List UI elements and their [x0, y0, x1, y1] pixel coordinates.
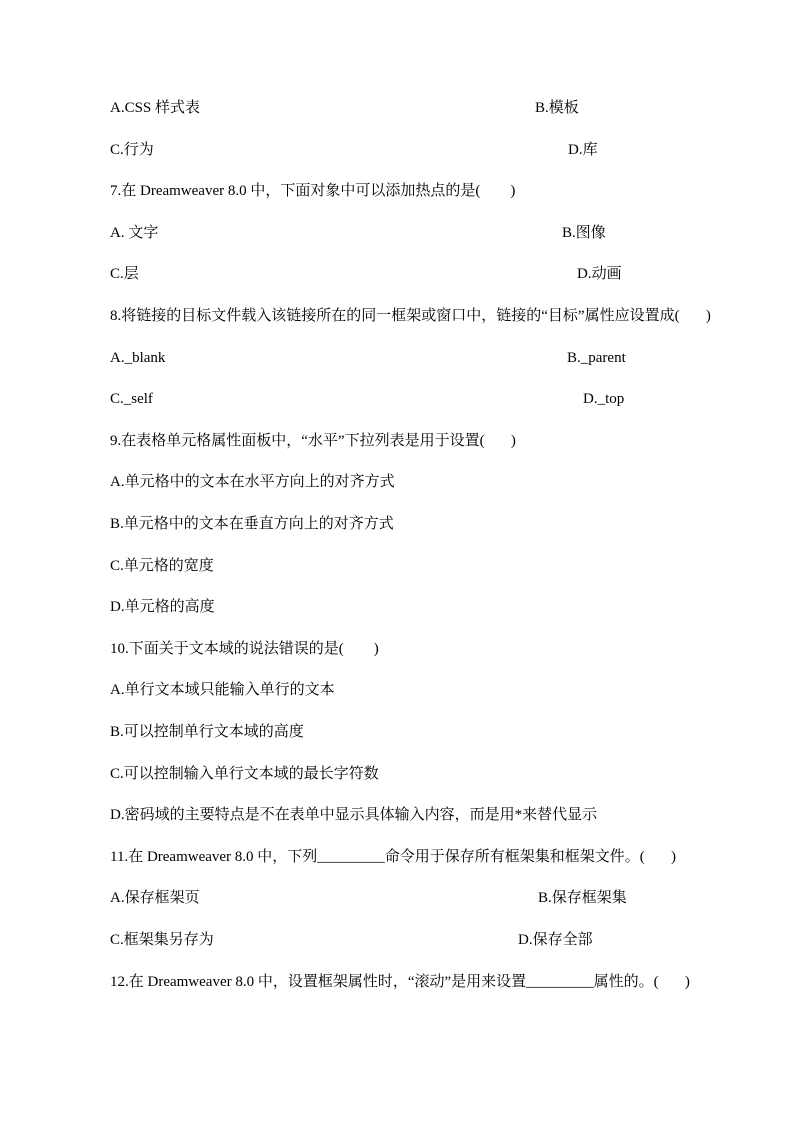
option-d: D._top	[583, 391, 625, 407]
option-a: A.CSS 样式表	[110, 100, 201, 116]
question-text: 9.在表格单元格属性面板中，“水平”下拉列表是用于设置( )	[110, 433, 516, 449]
option-b: B._parent	[567, 350, 626, 366]
option-c: C.框架集另存为	[110, 932, 214, 948]
question-12-stem	[0, 974, 794, 991]
question-10-option-c	[0, 766, 794, 783]
option-a: A._blank	[110, 350, 166, 366]
question-9-stem	[0, 433, 794, 450]
option-a: A.单行文本域只能输入单行的文本	[110, 682, 335, 698]
option-a: A.保存框架页	[110, 890, 200, 906]
option-b: B.单元格中的文本在垂直方向上的对齐方式	[110, 516, 394, 532]
question-10-stem	[0, 641, 794, 658]
option-b: B.模板	[535, 100, 579, 116]
question-8-stem	[0, 308, 794, 325]
option-c: C.层	[110, 266, 139, 282]
option-d: D.单元格的高度	[110, 599, 215, 615]
option-b: B.可以控制单行文本域的高度	[110, 724, 304, 740]
question-7-options-cd	[0, 266, 794, 283]
question-7-options-ab	[0, 225, 794, 242]
question-10-option-d	[0, 807, 794, 824]
question-6-options-cd	[0, 142, 794, 159]
option-d: D.保存全部	[518, 932, 593, 948]
question-7-stem	[0, 183, 794, 200]
question-text: 7.在 Dreamweaver 8.0 中，下面对象中可以添加热点的是( )	[110, 183, 516, 199]
option-a: A.单元格中的文本在水平方向上的对齐方式	[110, 474, 395, 490]
option-b: B.图像	[562, 225, 606, 241]
option-a: A. 文字	[110, 225, 159, 241]
option-c: C._self	[110, 391, 153, 407]
option-d: D.密码域的主要特点是不在表单中显示具体输入内容，而是用*来替代显示	[110, 807, 598, 823]
question-8-options-ab	[0, 350, 794, 367]
question-9-option-d	[0, 599, 794, 616]
option-c: C.可以控制输入单行文本域的最长字符数	[110, 766, 379, 782]
question-9-option-c	[0, 558, 794, 575]
question-text: 11.在 Dreamweaver 8.0 中，下列_________命令用于保存所有框架集和框架文件。( )	[110, 849, 677, 865]
question-9-option-a	[0, 474, 794, 491]
question-text: 10.下面关于文本域的说法错误的是( )	[110, 641, 379, 657]
option-d: D.库	[568, 142, 598, 158]
question-text: 8.将链接的目标文件载入该链接所在的同一框架或窗口中，链接的“目标”属性应设置成( )	[110, 308, 711, 324]
question-11-stem	[0, 849, 794, 866]
option-d: D.动画	[577, 266, 622, 282]
question-8-options-cd	[0, 391, 794, 408]
question-6-options-ab	[0, 100, 794, 117]
question-10-option-b	[0, 724, 794, 741]
option-c: C.行为	[110, 142, 154, 158]
question-10-option-a	[0, 682, 794, 699]
option-c: C.单元格的宽度	[110, 558, 214, 574]
question-9-option-b	[0, 516, 794, 533]
question-11-options-cd	[0, 932, 794, 949]
option-b: B.保存框架集	[538, 890, 627, 906]
question-text: 12.在 Dreamweaver 8.0 中，设置框架属性时，“滚动”是用来设置_________属性的。( )	[110, 974, 690, 990]
question-11-options-ab	[0, 890, 794, 907]
